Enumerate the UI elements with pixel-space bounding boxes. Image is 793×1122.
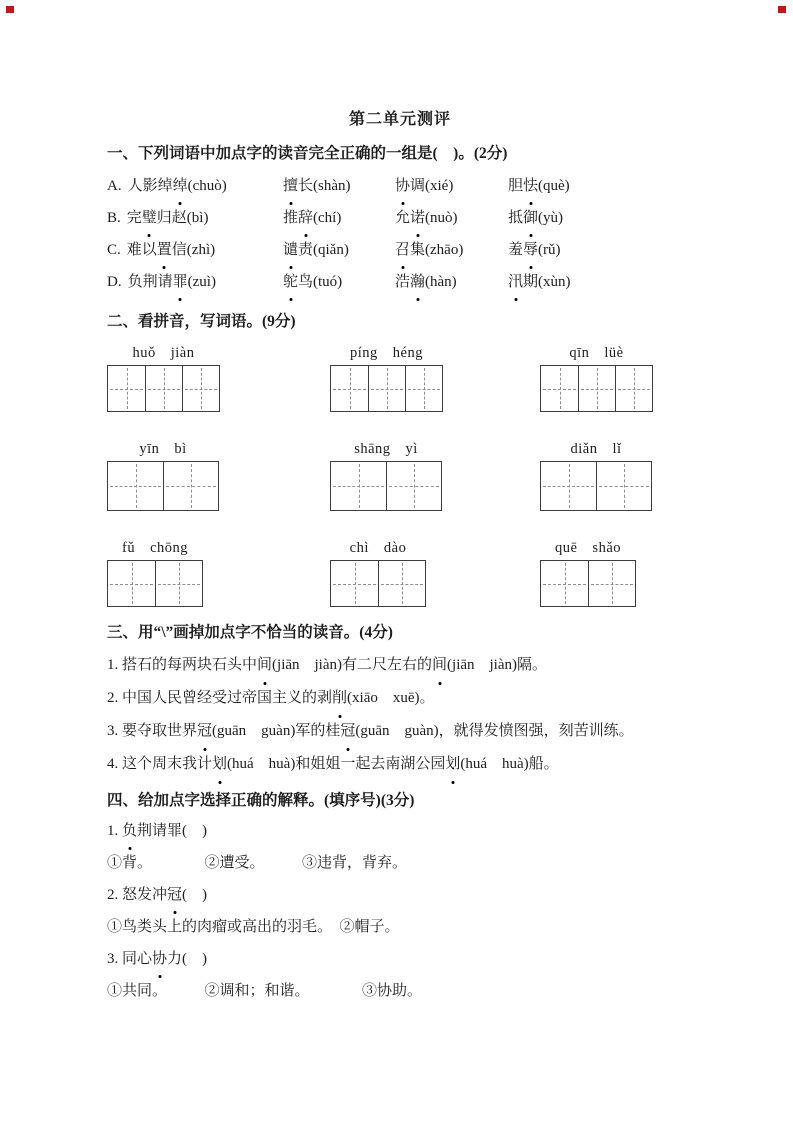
pinyin-word-block [330, 440, 540, 511]
pinyin-row [107, 344, 693, 412]
sentence-item: 1. 搭石的每两块石头中间(jiān jiàn)有二尺左右的间(jiān jiàn)隔。 [107, 649, 693, 682]
writing-cell [331, 561, 378, 606]
writing-cell [108, 561, 155, 606]
emphasized-char: 鸵 [283, 266, 298, 298]
writing-grid [107, 461, 219, 511]
option-label: C. [107, 242, 121, 258]
emphasized-char: 汛 [508, 266, 523, 298]
writing-cell [386, 462, 441, 510]
word-with-pinyin: 鸵鸟(tuó) [283, 266, 395, 298]
emphasized-char: 御 [523, 202, 538, 234]
definition-choices: ①背。 ②遭受。 ③违背，背弃。 [107, 855, 408, 871]
option-row-a [107, 170, 693, 202]
section3-items [107, 649, 693, 781]
emphasized-char: 削 [332, 682, 347, 715]
emphasized-char: 置 [157, 234, 172, 266]
emphasized-char: 辱 [523, 234, 538, 266]
pinyin-write-area [107, 344, 693, 607]
pinyin-word-block [540, 344, 653, 412]
sentence-item: 4. 这个周末我计划(huá huà)和姐姐一起去南湖公园划(huá huà)船。 [107, 748, 693, 781]
emphasized-char: 负 [122, 815, 137, 847]
writing-cell [378, 561, 425, 606]
writing-cell [541, 366, 578, 411]
emphasized-char: 间 [432, 649, 447, 682]
pinyin-label: shāng yì [354, 441, 418, 457]
pinyin-word-block [330, 344, 540, 412]
writing-cell [405, 366, 442, 411]
pinyin-word-block [107, 344, 330, 412]
option-row-b [107, 202, 693, 234]
option-row-c [107, 234, 693, 266]
emphasized-char: 冠 [167, 879, 182, 911]
writing-cell [145, 366, 182, 411]
word-with-pinyin: 羞辱(rǔ) [508, 234, 693, 266]
definition-choices: ①共同。 ②调和；和谐。 ③协助。 [107, 983, 423, 999]
pinyin-row [107, 539, 693, 607]
writing-grid [330, 461, 442, 511]
emphasized-char: 瀚 [410, 266, 425, 298]
writing-cell [331, 366, 368, 411]
option-label: D. [107, 274, 122, 290]
emphasized-char: 擅 [283, 170, 298, 202]
pinyin-label: qīn lüè [569, 345, 624, 361]
pinyin-label: diǎn lǐ [570, 441, 622, 457]
writing-cell [155, 561, 202, 606]
writing-cell [368, 366, 405, 411]
emphasized-char: 划 [445, 748, 460, 781]
section1-options [107, 170, 693, 298]
section-2-header: 二、看拼音，写词语。(9分) [107, 313, 296, 330]
definition-choices: ①鸟类头上的肉瘤或高出的羽毛。 ②帽子。 [107, 919, 400, 935]
word-with-pinyin: B. 完璧归赵(bì) [107, 202, 283, 234]
emphasized-char: 协 [152, 943, 167, 975]
word-with-pinyin: 汛期(xùn) [508, 266, 693, 298]
pinyin-row [107, 440, 693, 511]
option-label: B. [107, 210, 121, 226]
pinyin-label: fǔ chōng [121, 540, 188, 556]
emphasized-char: 划 [212, 748, 227, 781]
emphasized-char: 冠 [340, 715, 355, 748]
pinyin-label: huǒ jiàn [132, 345, 195, 361]
section-3 [107, 621, 693, 781]
section-4-header: 四、给加点字选择正确的解释。(填序号)(3分) [107, 792, 415, 809]
section-2 [107, 310, 693, 607]
section-3-header: 三、用“\”画掉加点字不恰当的读音。(4分) [107, 624, 393, 641]
word-with-pinyin: 抵御(yù) [508, 202, 693, 234]
word-with-pinyin: 擅长(shàn) [283, 170, 395, 202]
section-1 [107, 142, 693, 298]
emphasized-char: 召 [395, 234, 410, 266]
word-with-pinyin: 胆怯(què) [508, 170, 693, 202]
pinyin-label: píng héng [350, 345, 423, 361]
corner-mark-left [6, 6, 14, 13]
writing-cell [182, 366, 219, 411]
definition-stem: 1. 负荆请罪( ) [107, 815, 693, 847]
word-with-pinyin: 召集(zhāo) [395, 234, 508, 266]
writing-cell [541, 561, 588, 606]
word-with-pinyin: C. 难以置信(zhì) [107, 234, 283, 266]
pinyin-label: yīn bì [139, 441, 187, 457]
option-row-d [107, 266, 693, 298]
pinyin-word-block [107, 539, 330, 607]
corner-mark-right [778, 6, 786, 13]
word-with-pinyin: 协调(xié) [395, 170, 508, 202]
definition-stem: 2. 怒发冲冠( ) [107, 879, 693, 911]
definition-stem: 3. 同心协力( ) [107, 943, 693, 975]
writing-grid [330, 365, 443, 412]
section-4 [107, 789, 693, 1007]
word-with-pinyin: 浩瀚(hàn) [395, 266, 508, 298]
word-with-pinyin: D. 负荆请罪(zuì) [107, 266, 283, 298]
page-title: 第二单元测评 [348, 111, 451, 128]
emphasized-char: 冠 [197, 715, 212, 748]
writing-cell [108, 462, 163, 510]
sentence-item: 2. 中国人民曾经受过帝国主义的剥削(xiāo xuē)。 [107, 682, 693, 715]
writing-grid [540, 461, 652, 511]
writing-cell [163, 462, 218, 510]
emphasized-char: 璧 [142, 202, 157, 234]
writing-cell [108, 366, 145, 411]
writing-grid [330, 560, 426, 607]
pinyin-label: quē shǎo [554, 540, 621, 556]
word-with-pinyin: 允诺(nuò) [395, 202, 508, 234]
emphasized-char: 间 [257, 649, 272, 682]
writing-grid [107, 560, 203, 607]
pinyin-word-block [540, 440, 652, 511]
writing-grid [540, 560, 636, 607]
pinyin-word-block [107, 440, 330, 511]
word-with-pinyin: A. 人影绰绰(chuò) [107, 170, 283, 202]
section-1-header: 一、下列词语中加点字的读音完全正确的一组是( )。(2分) [107, 145, 508, 162]
writing-cell [596, 462, 651, 510]
emphasized-char: 绰 [173, 170, 188, 202]
pinyin-word-block [540, 539, 636, 607]
pinyin-word-block [330, 539, 540, 607]
writing-grid [540, 365, 653, 412]
sentence-item: 3. 要夺取世界冠(guān guàn)军的桂冠(guān guàn)，就得发愤图强，刻苦训练。 [107, 715, 693, 748]
pinyin-label: chì dào [349, 540, 407, 556]
writing-cell [588, 561, 635, 606]
section4-items [107, 815, 693, 1007]
emphasized-char: 诺 [410, 202, 425, 234]
writing-grid [107, 365, 220, 412]
writing-cell [578, 366, 615, 411]
writing-cell [615, 366, 652, 411]
writing-cell [331, 462, 386, 510]
emphasized-char: 谴 [283, 234, 298, 266]
emphasized-char: 怯 [523, 170, 538, 202]
word-with-pinyin: 推辞(chí) [283, 202, 395, 234]
emphasized-char: 辞 [298, 202, 313, 234]
writing-cell [541, 462, 596, 510]
word-with-pinyin: 谴责(qiǎn) [283, 234, 395, 266]
emphasized-char: 协 [395, 170, 410, 202]
option-label: A. [107, 178, 122, 194]
emphasized-char: 罪 [173, 266, 188, 298]
